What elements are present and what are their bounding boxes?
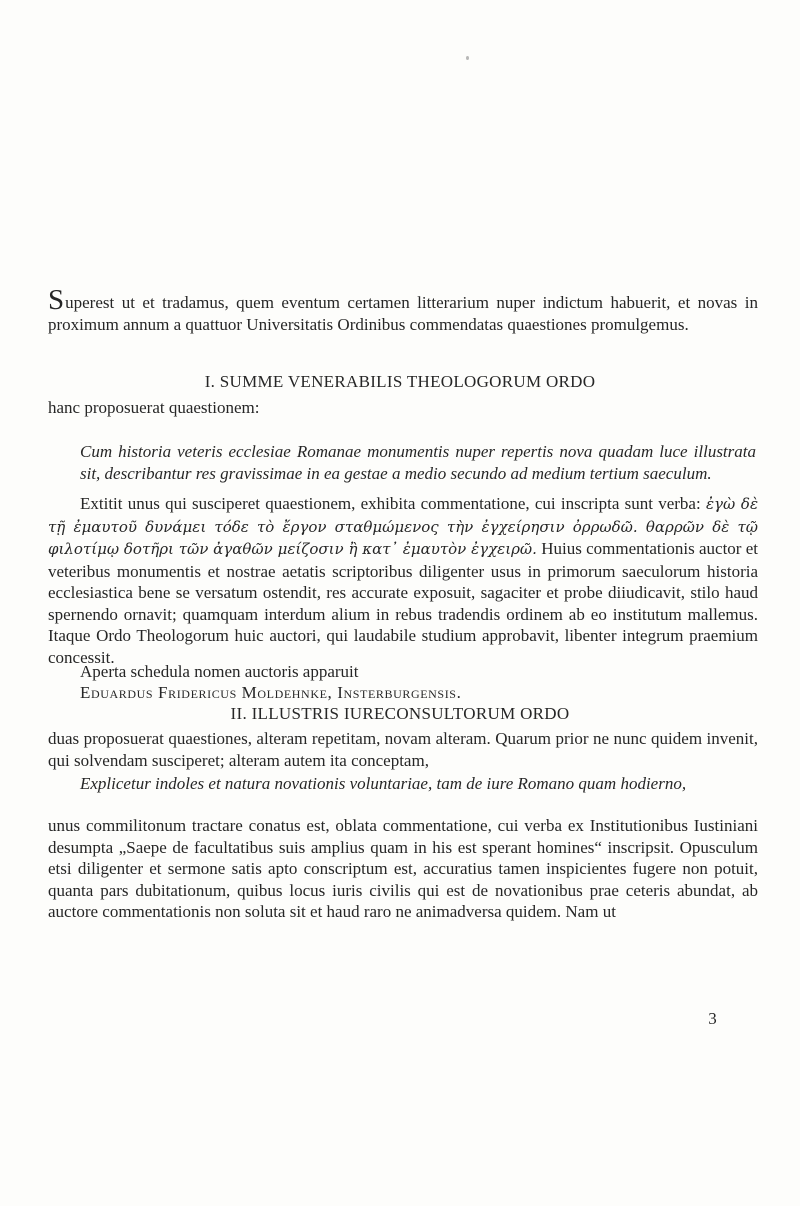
paper-speck (466, 56, 469, 60)
section-1-body (48, 493, 758, 668)
author-name: Eduardus Fridericus Moldehnke, Insterburgensis. (80, 683, 462, 702)
section-1-body-report: Huius commentationis auctor et veteribus monumentis et nostrae aetatis scriptoribus diligenter usus in primorum saeculorum historia ecclesiastica bene se versatum ostendit, res accurate exposuit, sagaciter et probe diiudicavit, stilo haud spernendo ornavit; quamquam interdum alium in rebus tradendis ordinem ab eo institutum mallemus. Itaque Ordo Theologorum huic auctori, qui laudabile studium approbavit, libenter integrum praemium concessit. (48, 539, 759, 667)
greek-motto: ἐγὼ δὲ τῇ ἐμαυτοῦ δυνάμει τόδε τὸ ἔργον σταθμώμενος τὴν ἐγχείρησιν ὀρρωδῶ. θαρρῶν δὲ τῷ φιλοτίμῳ δοτῆρι τῶν ἀγαθῶν μείζοσιν ἢ κατ᾽ ἐμαυτὸν ἐγχειρῶ. (48, 495, 759, 558)
section-1-body-intro: Extitit unus qui susciperet quaestionem, exhibita commentatione, cui inscripta sunt verba: (80, 494, 701, 513)
section-1-question: Cum historia veteris ecclesiae Romanae monumentis nuper repertis nova quadam luce illustrata sit, describantur res gravissimae in ea gestae a medio secundo ad medium tertium saeculum. (80, 442, 756, 483)
section-2-heading: II. ILLUSTRIS IURECONSULTORUM ORDO (230, 704, 570, 723)
section-2-lead: duas proposuerat quaestiones, alteram repetitam, novam alteram. Quarum prior ne nunc quidem invenit, qui solvendam susciperet; alteram autem ita conceptam, (48, 729, 758, 770)
section-1-lead: hanc proposuerat quaestionem: (48, 398, 260, 417)
page-number: 3 (708, 1009, 717, 1028)
intro-text: uperest ut et tradamus, quem eventum certamen litterarium nuper indictum habuerit, et novas in proximum annum a quattuor Universitatis Ordinibus commendatas quaestiones promulgemus. (48, 293, 758, 334)
intro-paragraph (48, 284, 758, 335)
section-2-body: unus commilitonum tractare conatus est, oblata commentatione, cui verba ex Institutionibus Iustiniani desumpta „Saepe de facultatibus suis amplius quam in his est sperant homines“ inscripsit. Opusculum etsi diligenter et sermone satis apto conscriptum est, accuratius tamen inspicientes fugere non potuit, quanta pars dubitationum, quibus locus iuris civilis qui est de novationibus prae ceteris abundat, ab auctore commentationis non soluta sit et haud raro ne animadversa quidem. Nam ut (48, 816, 758, 921)
section-1-heading: I. SUMME VENERABILIS THEOLOGORUM ORDO (204, 372, 596, 391)
section-2-question: Explicetur indoles et natura novationis voluntariae, tam de iure Romano quam hodierno, (80, 774, 687, 793)
author-label: Aperta schedula nomen auctoris apparuit (80, 662, 359, 681)
initial-letter: S (48, 284, 65, 316)
